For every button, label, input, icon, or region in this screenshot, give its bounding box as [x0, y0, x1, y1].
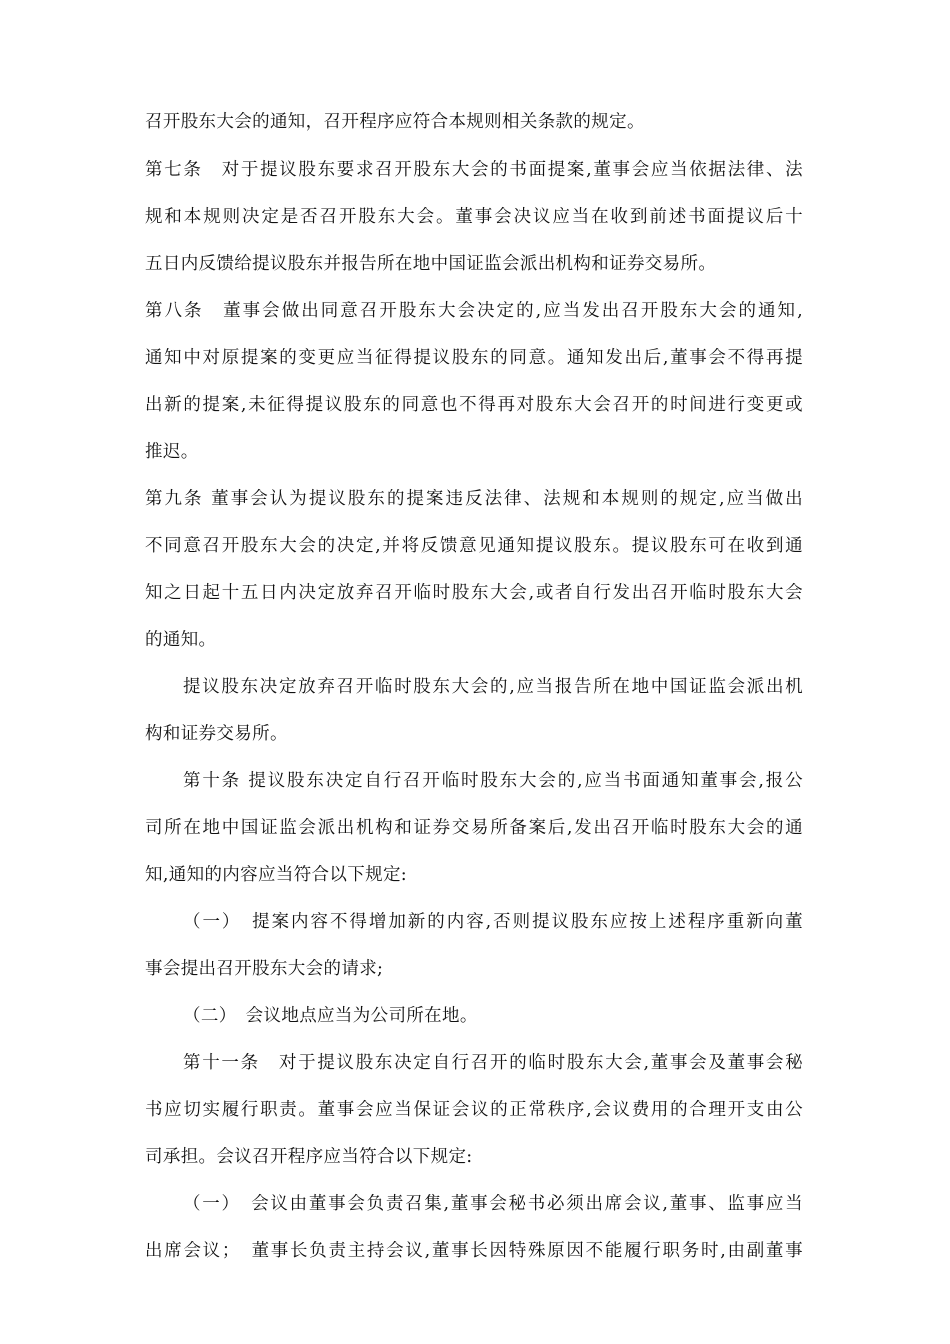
paragraph-line: 提议股东决定放弃召开临时股东大会的,应当报告所在地中国证监会派出机 [183, 677, 803, 697]
text-line: 出新的提案,未征得提议股东的同意也不得再对股东大会召开的时间进行变更或 [145, 395, 803, 415]
list-item-line: （一） 会议由董事会负责召集,董事会秘书必须出席会议,董事、监事应当 [183, 1194, 803, 1214]
article-11-heading-line: 第十一条 对于提议股东决定自行召开的临时股东大会,董事会及董事会秘 [183, 1053, 803, 1073]
text-line: 规和本规则决定是否召开股东大会。董事会决议应当在收到前述书面提议后十 [145, 207, 803, 227]
text-line: 不同意召开股东大会的决定,并将反馈意见通知提议股东。提议股东可在收到通 [145, 536, 803, 556]
text-line: 的通知。 [145, 630, 217, 650]
text-line: 构和证券交易所。 [145, 724, 288, 744]
article-9-heading-line: 第九条 董事会认为提议股东的提案违反法律、法规和本规则的规定,应当做出 [145, 489, 803, 509]
text-line: 司所在地中国证监会派出机构和证券交易所备案后,发出召开临时股东大会的通 [145, 818, 803, 838]
article-7-heading-line: 第七条 对于提议股东要求召开股东大会的书面提案,董事会应当依据法律、法 [145, 160, 803, 180]
text-line: 司承担。会议召开程序应当符合以下规定: [145, 1147, 473, 1167]
text-line: 五日内反馈给提议股东并报告所在地中国证监会派出机构和证券交易所。 [145, 254, 717, 274]
text-line: 出席会议； 董事长负责主持会议,董事长因特殊原因不能履行职务时,由副董事 [145, 1241, 803, 1261]
text-line: 召开股东大会的通知，召开程序应符合本规则相关条款的规定。 [145, 112, 645, 132]
article-8-heading-line: 第八条 董事会做出同意召开股东大会决定的,应当发出召开股东大会的通知, [145, 301, 803, 321]
list-item-line: （二） 会议地点应当为公司所在地。 [183, 1006, 478, 1026]
text-line: 推迟。 [145, 442, 199, 462]
text-line: 通知中对原提案的变更应当征得提议股东的同意。通知发出后,董事会不得再提 [145, 348, 803, 368]
text-line: 知,通知的内容应当符合以下规定: [145, 865, 408, 885]
text-line: 书应切实履行职责。董事会应当保证会议的正常秩序,会议费用的合理开支由公 [145, 1100, 803, 1120]
text-line: 事会提出召开股东大会的请求; [145, 959, 384, 979]
article-10-heading-line: 第十条 提议股东决定自行召开临时股东大会的,应当书面通知董事会,报公 [183, 771, 803, 791]
list-item-line: （一） 提案内容不得增加新的内容,否则提议股东应按上述程序重新向董 [183, 912, 803, 932]
text-line: 知之日起十五日内决定放弃召开临时股东大会,或者自行发出召开临时股东大会 [145, 583, 803, 603]
